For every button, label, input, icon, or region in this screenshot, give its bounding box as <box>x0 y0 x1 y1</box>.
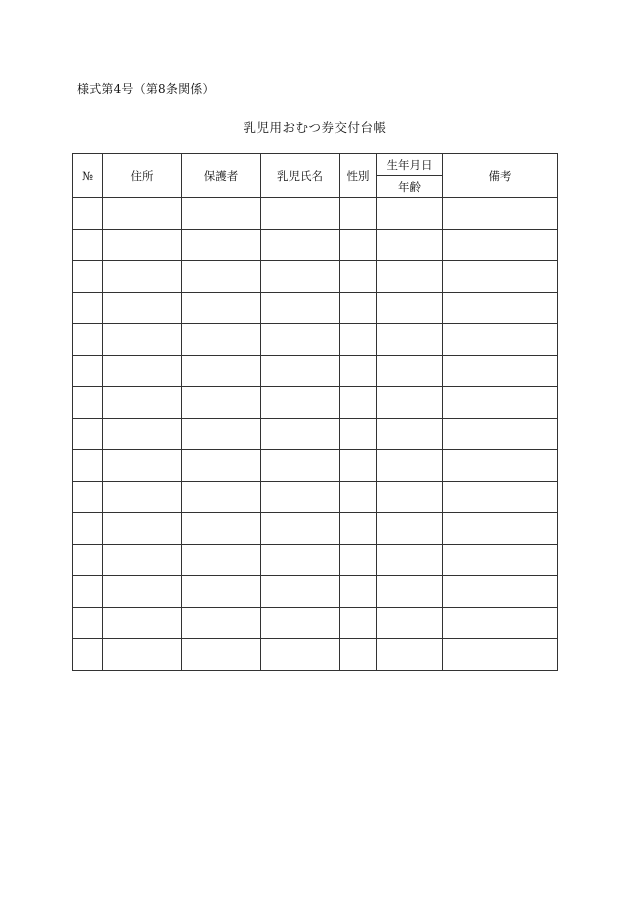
header-guardian: 保護者 <box>182 154 261 198</box>
cell-infant-name <box>261 324 340 356</box>
cell-sex <box>340 292 377 324</box>
cell-address <box>103 607 182 639</box>
cell-address <box>103 261 182 293</box>
cell-no <box>73 418 103 450</box>
cell-no <box>73 292 103 324</box>
cell-guardian <box>182 576 261 608</box>
cell-address <box>103 418 182 450</box>
table-row <box>73 387 558 419</box>
cell-remarks <box>443 481 558 513</box>
cell-birthdate-age <box>377 544 443 576</box>
cell-remarks <box>443 450 558 482</box>
cell-no <box>73 639 103 671</box>
table-row <box>73 639 558 671</box>
header-address: 住所 <box>103 154 182 198</box>
cell-address <box>103 387 182 419</box>
cell-infant-name <box>261 418 340 450</box>
cell-no <box>73 481 103 513</box>
header-age: 年齢 <box>377 176 443 198</box>
table-row <box>73 513 558 545</box>
cell-sex <box>340 450 377 482</box>
ledger-table <box>72 153 558 671</box>
cell-infant-name <box>261 481 340 513</box>
cell-sex <box>340 198 377 230</box>
cell-remarks <box>443 418 558 450</box>
cell-sex <box>340 229 377 261</box>
form-number-label: 様式第4号（第8条関係） <box>77 82 215 96</box>
cell-guardian <box>182 324 261 356</box>
cell-guardian <box>182 387 261 419</box>
cell-infant-name <box>261 261 340 293</box>
cell-birthdate-age <box>377 198 443 230</box>
cell-remarks <box>443 513 558 545</box>
cell-guardian <box>182 198 261 230</box>
table-row <box>73 576 558 608</box>
cell-birthdate-age <box>377 292 443 324</box>
cell-address <box>103 324 182 356</box>
cell-guardian <box>182 229 261 261</box>
cell-no <box>73 576 103 608</box>
header-no: № <box>73 154 103 198</box>
table-row <box>73 198 558 230</box>
cell-infant-name <box>261 639 340 671</box>
cell-sex <box>340 261 377 293</box>
cell-remarks <box>443 324 558 356</box>
cell-sex <box>340 481 377 513</box>
cell-birthdate-age <box>377 229 443 261</box>
cell-remarks <box>443 544 558 576</box>
cell-address <box>103 481 182 513</box>
document-title: 乳児用おむつ券交付台帳 <box>243 120 387 135</box>
cell-sex <box>340 576 377 608</box>
table-row <box>73 544 558 576</box>
cell-remarks <box>443 387 558 419</box>
cell-address <box>103 450 182 482</box>
cell-sex <box>340 639 377 671</box>
cell-birthdate-age <box>377 513 443 545</box>
header-infant-name: 乳児氏名 <box>261 154 340 198</box>
cell-infant-name <box>261 229 340 261</box>
cell-sex <box>340 607 377 639</box>
cell-birthdate-age <box>377 607 443 639</box>
cell-no <box>73 229 103 261</box>
cell-birthdate-age <box>377 481 443 513</box>
cell-address <box>103 198 182 230</box>
cell-no <box>73 513 103 545</box>
cell-address <box>103 292 182 324</box>
cell-sex <box>340 544 377 576</box>
cell-remarks <box>443 261 558 293</box>
cell-address <box>103 229 182 261</box>
cell-sex <box>340 387 377 419</box>
cell-guardian <box>182 450 261 482</box>
cell-infant-name <box>261 576 340 608</box>
cell-remarks <box>443 576 558 608</box>
table-row <box>73 450 558 482</box>
cell-no <box>73 261 103 293</box>
cell-infant-name <box>261 450 340 482</box>
cell-birthdate-age <box>377 639 443 671</box>
cell-infant-name <box>261 607 340 639</box>
table-row <box>73 355 558 387</box>
ledger-body <box>73 198 558 671</box>
cell-guardian <box>182 355 261 387</box>
cell-guardian <box>182 639 261 671</box>
cell-sex <box>340 513 377 545</box>
header-remarks: 備考 <box>443 154 558 198</box>
cell-infant-name <box>261 387 340 419</box>
cell-sex <box>340 324 377 356</box>
cell-address <box>103 576 182 608</box>
cell-no <box>73 387 103 419</box>
cell-birthdate-age <box>377 261 443 293</box>
cell-guardian <box>182 513 261 545</box>
table-row <box>73 261 558 293</box>
table-row <box>73 324 558 356</box>
cell-remarks <box>443 292 558 324</box>
header-birthdate: 生年月日 <box>377 154 443 176</box>
cell-birthdate-age <box>377 324 443 356</box>
cell-infant-name <box>261 513 340 545</box>
cell-remarks <box>443 607 558 639</box>
cell-guardian <box>182 544 261 576</box>
cell-infant-name <box>261 198 340 230</box>
cell-no <box>73 355 103 387</box>
cell-remarks <box>443 229 558 261</box>
cell-guardian <box>182 418 261 450</box>
cell-address <box>103 513 182 545</box>
cell-birthdate-age <box>377 418 443 450</box>
cell-infant-name <box>261 544 340 576</box>
cell-guardian <box>182 261 261 293</box>
cell-no <box>73 607 103 639</box>
cell-infant-name <box>261 355 340 387</box>
cell-guardian <box>182 292 261 324</box>
table-row <box>73 481 558 513</box>
cell-sex <box>340 418 377 450</box>
table-row <box>73 229 558 261</box>
cell-birthdate-age <box>377 450 443 482</box>
header-sex: 性別 <box>340 154 377 198</box>
cell-sex <box>340 355 377 387</box>
table-row <box>73 292 558 324</box>
table-row <box>73 607 558 639</box>
cell-birthdate-age <box>377 387 443 419</box>
cell-no <box>73 324 103 356</box>
cell-guardian <box>182 481 261 513</box>
cell-infant-name <box>261 292 340 324</box>
cell-no <box>73 198 103 230</box>
cell-remarks <box>443 355 558 387</box>
cell-remarks <box>443 198 558 230</box>
cell-address <box>103 355 182 387</box>
cell-birthdate-age <box>377 355 443 387</box>
cell-no <box>73 450 103 482</box>
cell-remarks <box>443 639 558 671</box>
cell-address <box>103 639 182 671</box>
cell-address <box>103 544 182 576</box>
table-row <box>73 418 558 450</box>
cell-guardian <box>182 607 261 639</box>
cell-birthdate-age <box>377 576 443 608</box>
cell-no <box>73 544 103 576</box>
